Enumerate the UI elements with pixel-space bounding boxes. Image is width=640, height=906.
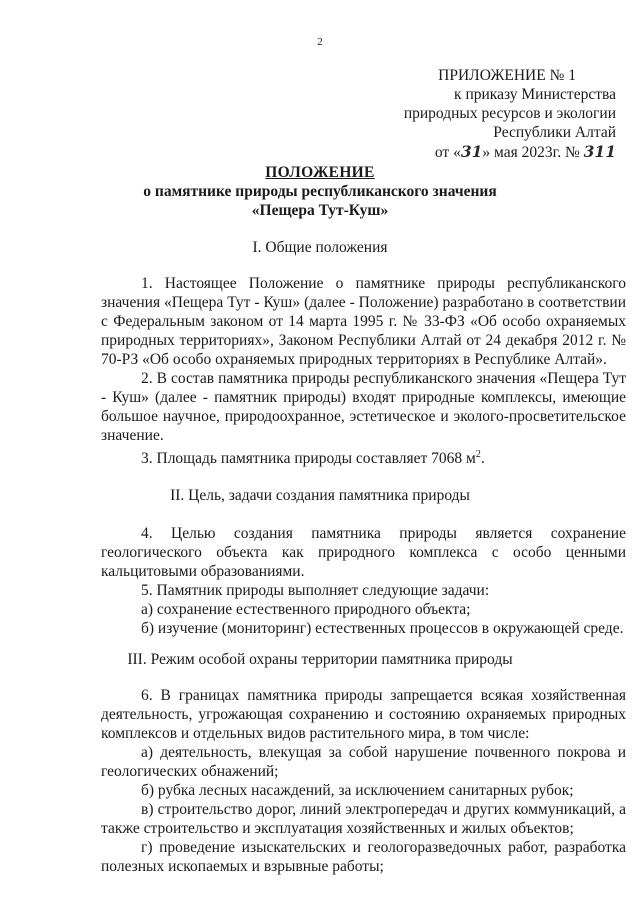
appendix-line-republic: Республики Алтай — [493, 124, 616, 141]
appendix-line-ministry: природных ресурсов и экологии — [403, 105, 616, 122]
section-1-body — [101, 274, 626, 468]
handwritten-day: 31 — [460, 142, 483, 161]
appendix-line-order: к приказу Министерства — [454, 86, 616, 103]
paragraph-6c: в) строительство дорог, линий электропередач и других коммуникаций, а также строительство и эксплуатация хозяйственных и жилых объектов; — [101, 801, 626, 837]
paragraph-3-end: . — [480, 450, 485, 468]
appendix-header — [404, 66, 616, 162]
paragraph-2: 2. В состав памятника природы республиканского значения «Пещера Тут - Куш» (далее - памятник природы) входят природные комплексы, имеющие большое научное, природоохранное, эстетическое и эколого-просветительское значение. — [101, 370, 626, 444]
appendix-date-line — [404, 142, 616, 162]
section-2-heading: II. Цель, задачи создания памятника природы — [170, 487, 470, 504]
appendix-title: ПРИЛОЖЕНИЕ № 1 — [438, 67, 576, 84]
paragraph-6d: г) проведение изыскательских и геологоразведочных работ, разработка полезных ископаемых и взрывные работы; — [101, 839, 626, 875]
paragraph-6b: б) рубка лесных насаждений, за исключением санитарных рубок; — [141, 782, 574, 799]
paragraph-5b: б) изучение (мониторинг) естественных процессов в окружающей среде. — [141, 620, 624, 637]
date-prefix: от « — [434, 144, 461, 161]
document-subtitle-2: «Пещера Тут-Куш» — [251, 202, 389, 219]
paragraph-3-superscript: 2 — [475, 449, 481, 460]
section-1-heading: I. Общие положения — [252, 239, 388, 256]
document-title: ПОЛОЖЕНИЕ — [265, 164, 375, 181]
section-3-body — [101, 686, 626, 876]
paragraph-1: 1. Настоящее Положение о памятнике природы республиканского значения «Пещера Тут - Куш» (далее - Положение) разработано в соответствии с Федеральным законом от 14 марта 1995 г. № 33-ФЗ «Об особо охраняемых природных территориях», Законом Республики Алтай от 24 декабря 2012 г. № 70-РЗ «Об особо охраняемых природных территориях в Республике Алтай». — [101, 275, 626, 368]
paragraph-5: 5. Памятник природы выполняет следующие задачи: — [141, 582, 490, 599]
paragraph-4: 4. Целью создания памятника природы является сохранение геологического объекта как природного комплекса с особо ценными кальцитовыми образованиями. — [101, 525, 626, 580]
handwritten-order-number: 311 — [583, 142, 616, 161]
document-title-block — [0, 163, 640, 220]
page-number: 2 — [317, 36, 323, 48]
paragraph-6: 6. В границах памятника природы запрещается всякая хозяйственная деятельность, угрожающая сохранению и состоянию охраняемых природных комплексов и отдельных видов растительного мира, в том числе: — [101, 687, 626, 742]
document-subtitle-1: о памятнике природы республиканского значения — [143, 183, 497, 200]
section-3-heading: III. Режим особой охраны территории памятника природы — [127, 651, 513, 668]
paragraph-6a: а) деятельность, влекущая за собой нарушение почвенного покрова и геологических обнажений; — [101, 744, 626, 780]
paragraph-3 — [101, 445, 626, 468]
date-middle: » мая 2023г. № — [482, 144, 580, 161]
paragraph-3-text: 3. Площадь памятника природы составляет 7068 м — [141, 450, 476, 468]
paragraph-5a: а) сохранение естественного природного объекта; — [141, 601, 471, 618]
section-2-body — [101, 524, 626, 638]
